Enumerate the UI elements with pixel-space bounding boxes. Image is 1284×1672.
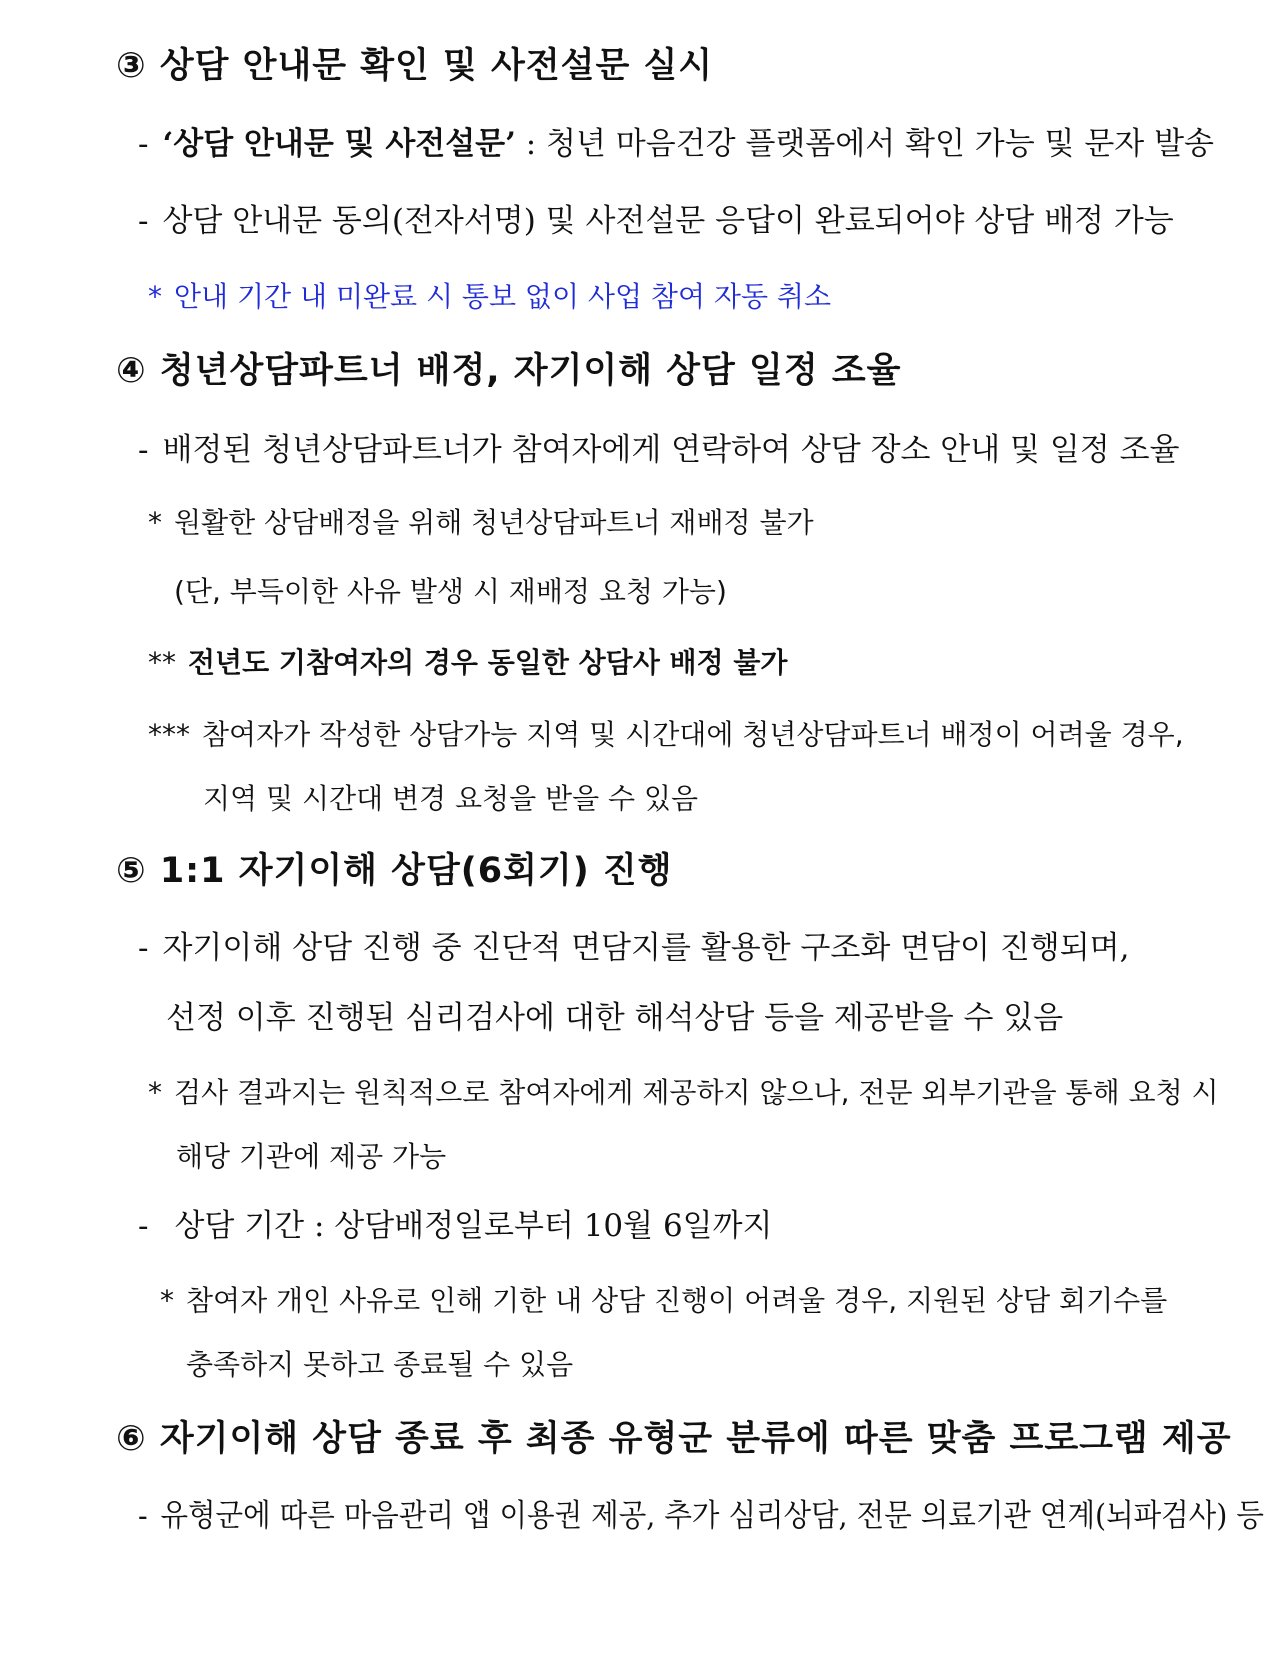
note-marker: *** (148, 718, 190, 751)
list-item (138, 126, 1214, 163)
section-4-heading (116, 350, 901, 392)
bullet-dash: - (138, 432, 149, 468)
note-text: 전년도 기참여자의 경우 동일한 상담사 배정 불가 (188, 646, 788, 679)
note-item (148, 506, 814, 540)
note-text: 원활한 상담배정을 위해 청년상담파트너 재배정 불가 (174, 506, 814, 539)
note-text: 참여자 개인 사유로 인해 기한 내 상담 진행이 어려울 경우, 지원된 상담 회기수를 (186, 1284, 1168, 1317)
note-text: (단, 부득이한 사유 발생 시 재배정 요청 가능) (174, 575, 727, 608)
note-text: 안내 기간 내 미완료 시 통보 없이 사업 참여 자동 취소 (174, 280, 832, 313)
note-continuation (203, 782, 698, 816)
bullet-dash: - (138, 126, 149, 162)
note-item (148, 1076, 1219, 1110)
bullet-dash: - (138, 1498, 148, 1534)
section-3-heading (116, 45, 713, 87)
list-item (138, 1498, 1264, 1535)
list-item (138, 1208, 773, 1245)
section-number: ④ (116, 351, 147, 391)
note-continuation (176, 1140, 446, 1174)
list-item (138, 203, 1174, 240)
note-marker: * (160, 1284, 174, 1317)
note-item (148, 718, 1184, 752)
note-item (160, 1284, 1167, 1318)
note-text: 충족하지 못하고 종료될 수 있음 (186, 1348, 574, 1381)
item-text: 자기이해 상담 진행 중 진단적 면담지를 활용한 구조화 면담이 진행되며, (162, 930, 1130, 966)
item-text: 상담 안내문 동의(전자서명) 및 사전설문 응답이 완료되어야 상담 배정 가능 (162, 203, 1174, 239)
section-title: 청년상담파트너 배정, 자기이해 상담 일정 조율 (159, 351, 902, 391)
section-number: ⑤ (116, 851, 147, 891)
note-text: 검사 결과지는 원칙적으로 참여자에게 제공하지 않으나, 전문 외부기관을 통해 요청 시 (174, 1076, 1219, 1109)
note-text: 지역 및 시간대 변경 요청을 받을 수 있음 (203, 782, 699, 815)
note-continuation (174, 575, 727, 609)
section-5-heading (116, 850, 673, 892)
note-marker: ** (148, 646, 176, 679)
item-text: 유형군에 따른 마음관리 앱 이용권 제공, 추가 심리상담, 전문 의료기관 연계(뇌파검사) 등 (160, 1498, 1264, 1534)
bullet-dash: - (138, 930, 149, 966)
note-item (148, 646, 787, 680)
note-marker: * (148, 506, 162, 539)
note-continuation (186, 1348, 573, 1382)
item-text: : 청년 마음건강 플랫폼에서 확인 가능 및 문자 발송 (515, 126, 1214, 162)
section-number: ③ (116, 46, 147, 86)
section-6-heading (116, 1418, 1232, 1460)
note-marker: * (148, 1076, 162, 1109)
section-title: 자기이해 상담 종료 후 최종 유형군 분류에 따른 맞춤 프로그램 제공 (159, 1419, 1232, 1459)
note-item (148, 280, 831, 314)
list-item-continuation (166, 1000, 1063, 1037)
list-item (138, 930, 1129, 967)
section-number: ⑥ (116, 1419, 147, 1459)
item-text: 선정 이후 진행된 심리검사에 대한 해석상담 등을 제공받을 수 있음 (166, 1000, 1064, 1036)
note-text: 해당 기관에 제공 가능 (176, 1140, 447, 1173)
bullet-dash: - (138, 1208, 149, 1244)
item-text: 배정된 청년상담파트너가 참여자에게 연락하여 상담 장소 안내 및 일정 조율 (162, 432, 1180, 468)
bullet-dash: - (138, 203, 149, 239)
item-text: 상담 기간 : 상담배정일로부터 10월 6일까지 (174, 1208, 773, 1244)
bold-lead: ‘상담 안내문 및 사전설문’ (162, 126, 516, 162)
section-title: 상담 안내문 확인 및 사전설문 실시 (159, 46, 714, 86)
section-title: 1:1 자기이해 상담(6회기) 진행 (159, 851, 673, 891)
note-text: 참여자가 작성한 상담가능 지역 및 시간대에 청년상담파트너 배정이 어려울 경우, (202, 718, 1184, 751)
list-item (138, 432, 1180, 469)
note-marker: * (148, 280, 162, 313)
